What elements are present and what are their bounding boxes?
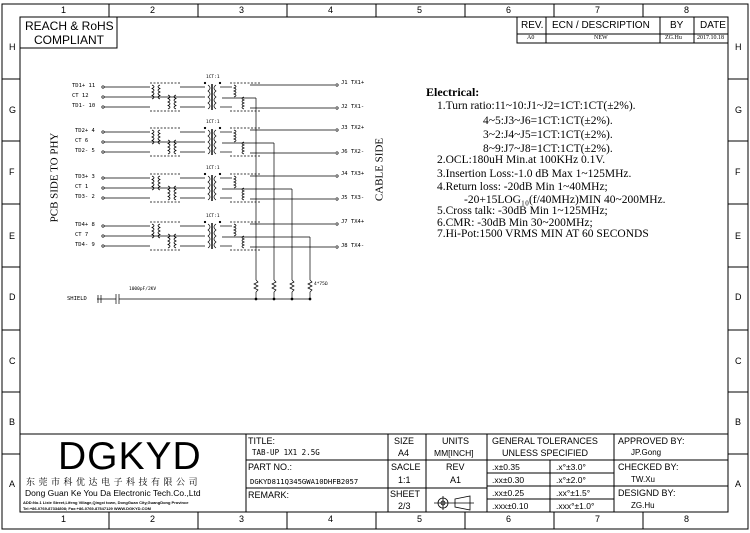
border-row-label: E	[735, 231, 742, 241]
compliance-line-1: REACH & RoHS	[25, 19, 114, 33]
transformer-ratio-label: 1CT:1	[206, 166, 220, 171]
checked-value: TW.Xu	[631, 475, 656, 484]
sheet-value: 2/3	[398, 501, 411, 511]
left-pin-label: TD2- 5	[75, 148, 95, 154]
electrical-spec-line: 5.Cross talk: -30dB Min 1~125MHz;	[437, 205, 608, 217]
approved-label: APPROVED BY:	[618, 436, 685, 446]
border-col-label: 6	[506, 514, 512, 524]
transformer-ratio-label: 1CT:1	[206, 120, 220, 125]
border-row-label: A	[9, 479, 16, 489]
left-pin-label: CT 7	[75, 232, 89, 238]
border-col-label: 1	[61, 514, 67, 524]
electrical-spec-line: 6.CMR: -30dB Min 30~200MHz;	[437, 217, 593, 229]
tolerance-linear: .xxx±0.10	[492, 501, 529, 511]
border-col-label: 5	[417, 5, 423, 15]
units-label: UNITS	[442, 436, 469, 446]
electrical-spec-line: 3.Insertion Loss:-1.0 dB Max 1~125MHz.	[437, 168, 632, 180]
designed-value: ZG.Hu	[631, 501, 655, 510]
part-no-label: PART NO.:	[248, 462, 293, 472]
sheet-label: SHEET	[390, 489, 421, 499]
border-row-label: D	[735, 292, 742, 302]
shield-label: SHIELD	[67, 296, 87, 302]
border-row-label: E	[9, 231, 16, 241]
rev-label: REV	[446, 462, 465, 472]
compliance-line-2: COMPLIANT	[34, 33, 105, 47]
electrical-spec-line: 4~5:J3~J6=1CT:1CT(±2%).	[483, 115, 613, 127]
border-row-label: F	[735, 167, 741, 177]
border-col-label: 1	[61, 5, 67, 15]
rev-block-value: A1	[450, 475, 462, 485]
right-pin-label: J6 TX2-	[341, 149, 365, 155]
transformer-schematic	[97, 82, 338, 304]
units-value: MM[INCH]	[434, 448, 474, 458]
left-pin-label: CT 12	[72, 93, 89, 99]
border-row-label: F	[9, 167, 15, 177]
border-col-label: 5	[417, 514, 423, 524]
tolerance-angular: .xx°±1.5°	[556, 488, 591, 498]
border-col-label: 3	[239, 5, 245, 15]
border-row-label: G	[9, 105, 17, 115]
left-pin-label: TD3+ 3	[75, 174, 95, 180]
border-col-label: 7	[595, 5, 601, 15]
left-pin-label: TD1- 10	[72, 103, 96, 109]
company-contact: Tel:+86-0769-87334808; Fax:+86-0769-87547129 WWW.DGKYD.COM	[23, 506, 151, 511]
resistor-label: 4*75Ω	[314, 282, 328, 287]
electrical-spec-line: 8~9:J7~J8=1CT:1CT(±2%).	[483, 143, 613, 155]
tolerance-linear: .xx±0.30	[492, 475, 525, 485]
right-pin-label: J2 TX1-	[341, 104, 365, 110]
border-row-label: B	[735, 417, 742, 427]
rev-value: A0	[527, 35, 535, 41]
tolerance-angular: .x°±3.0°	[556, 462, 586, 472]
tolerance-linear: .x±0.35	[492, 462, 520, 472]
border-col-label: 6	[506, 5, 512, 15]
date-value: 2017.10.18	[697, 35, 724, 41]
border-col-label: 3	[239, 514, 245, 524]
electrical-spec-line: -20+15LOG₁₀(f/40MHz)MIN 40~200MHz.	[464, 194, 666, 206]
tolerances-title-1: GENERAL TOLERANCES	[492, 436, 598, 446]
scale-value: 1:1	[398, 475, 411, 485]
left-pin-label: TD2+ 4	[75, 128, 95, 134]
tolerance-angular: .x°±2.0°	[556, 475, 586, 485]
transformer-ratio-label: 1CT:1	[206, 75, 220, 80]
by-value: ZG.Hu	[665, 35, 682, 41]
border-row-label: A	[735, 479, 742, 489]
electrical-spec-line: 1.Turn ratio:11~10:J1~J2=1CT:1CT(±2%).	[437, 100, 636, 112]
size-label: SIZE	[394, 436, 415, 446]
company-address: ADD:No.1 Lixie Street,Lifeng Village,Qingxi town, DongGuan City,GuangDong Province	[23, 500, 189, 505]
right-pin-label: J5 TX3-	[341, 195, 365, 201]
left-pin-label: CT 6	[75, 138, 89, 144]
size-value: A4	[398, 448, 410, 458]
ecn-value: NEW	[594, 35, 608, 41]
cable-side-label: CABLE SIDE	[373, 137, 386, 202]
projection-symbol-icon	[434, 496, 474, 510]
border-row-label: G	[735, 105, 743, 115]
left-pin-label: TD1+ 11	[72, 83, 96, 89]
part-no-value: DGKYD811Q345GWA10DHFB2057	[250, 477, 359, 486]
company-name-en: Dong Guan Ke You Da Electronic Tech.Co.,Ltd	[25, 488, 201, 498]
title-value: TAB-UP 1X1 2.5G	[252, 448, 320, 457]
right-pin-label: J1 TX1+	[341, 80, 365, 86]
border-col-label: 4	[328, 5, 334, 15]
tolerance-linear: .xx±0.25	[492, 488, 525, 498]
scale-label: SACLE	[391, 462, 421, 472]
rev-header: REV.	[521, 20, 544, 31]
border-row-label: C	[735, 356, 742, 366]
border-row-label: C	[9, 356, 16, 366]
left-pin-label: CT 1	[75, 184, 89, 190]
border-row-label: H	[735, 42, 742, 52]
border-row-label: B	[9, 417, 16, 427]
approved-value: JP.Gong	[631, 448, 662, 457]
border-col-label: 8	[684, 5, 690, 15]
checked-label: CHECKED BY:	[618, 462, 679, 472]
cap-label: 1000pF/2KV	[129, 287, 157, 292]
border-col-label: 2	[150, 514, 156, 524]
electrical-spec-line: 4.Return loss: -20dB Min 1~40MHz;	[437, 181, 608, 193]
tolerances-title-2: UNLESS SPECIFIED	[502, 448, 589, 458]
company-name-cn: 东 莞 市 科 优 达 电 子 科 技 有 限 公 司	[26, 477, 199, 487]
left-pin-label: TD4+ 8	[75, 222, 95, 228]
right-pin-label: J8 TX4-	[341, 243, 365, 249]
left-pin-label: TD3- 2	[75, 194, 95, 200]
pcb-side-label: PCB SIDE TO PHY	[48, 132, 61, 223]
electrical-spec-line: 3~2:J4~J5=1CT:1CT(±2%).	[483, 129, 613, 141]
border-col-label: 8	[684, 514, 690, 524]
by-header: BY	[670, 20, 684, 31]
border-col-label: 7	[595, 514, 601, 524]
company-logo: DGKYD	[58, 435, 202, 478]
remark-label: REMARK:	[248, 490, 290, 500]
right-pin-label: J4 TX3+	[341, 171, 365, 177]
title-label: TITLE:	[248, 436, 276, 446]
border-row-label: D	[9, 292, 16, 302]
border-row-label: H	[9, 42, 16, 52]
border-col-label: 2	[150, 5, 156, 15]
border-col-label: 4	[328, 514, 334, 524]
electrical-spec-line: 2.OCL:180uH Min.at 100KHz 0.1V.	[437, 154, 606, 166]
right-pin-label: J7 TX4+	[341, 219, 365, 225]
right-pin-label: J3 TX2+	[341, 125, 365, 131]
transformer-ratio-label: 1CT:1	[206, 214, 220, 219]
tolerance-angular: .xxx°±1.0°	[556, 501, 595, 511]
designed-label: DESIGND BY:	[618, 488, 676, 498]
left-pin-label: TD4- 9	[75, 242, 95, 248]
ecn-header: ECN / DESCRIPTION	[552, 20, 650, 31]
electrical-title: Electrical:	[426, 85, 480, 99]
date-header: DATE	[700, 20, 726, 31]
electrical-spec-line: 7.Hi-Pot:1500 VRMS MIN AT 60 SECONDS	[437, 228, 649, 240]
